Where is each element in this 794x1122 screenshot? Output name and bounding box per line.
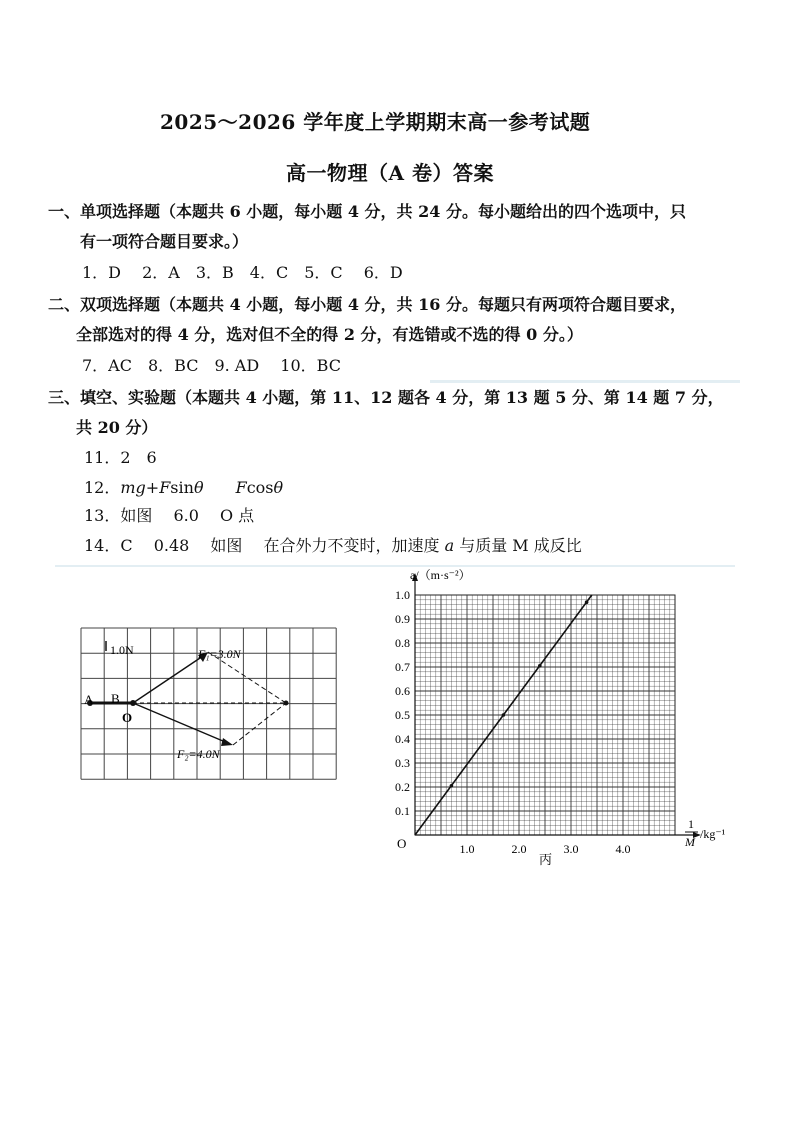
section-1-heading: 一、单项选择题（本题共 6 小题，每小题 4 分，共 24 分。每小题给出的四个选项中，只 [48, 202, 686, 221]
y-tick-label: 0.9 [395, 612, 410, 626]
dashed-side-2 [233, 703, 286, 745]
chart-caption: 丙 [539, 852, 553, 867]
F2-arrow [133, 703, 230, 744]
label-A: A [84, 692, 94, 707]
data-point [538, 664, 542, 668]
y-tick-label: 0.3 [395, 756, 410, 770]
origin-label: O [397, 836, 407, 851]
section-2-heading: 二、双项选择题（本题共 4 小题，每小题 4 分，共 16 分。每题只有两项符合题目要求， [48, 295, 686, 314]
label-O: O [122, 710, 133, 725]
x-tick-label: 4.0 [615, 842, 631, 856]
section-1-answers: 1．D 2．A 3．B 4．C 5．C 6．D [82, 263, 403, 282]
y-tick-label: 1.0 [395, 588, 410, 602]
x-axis-label-den: M [685, 835, 695, 849]
section-3-heading-cont: 共 20 分） [76, 418, 158, 437]
point-resultant [284, 701, 289, 706]
acceleration-chart [370, 565, 730, 875]
x-axis-label-num: 1 [688, 817, 694, 831]
data-point [502, 713, 506, 717]
F2-label: F₂=4.0N [177, 747, 220, 761]
F2-arrowhead [221, 738, 233, 746]
section-3-heading: 三、填空、实验题（本题共 4 小题，第 11、12 题各 4 分，第 13 题 5 分、第 14 题 7 分， [48, 388, 724, 407]
answer-q11: 11．2 6 [84, 448, 157, 467]
y-axis-label: a/（m·s⁻²） [410, 568, 471, 582]
y-tick-label: 0.7 [395, 660, 410, 674]
y-tick-label: 0.6 [395, 684, 410, 698]
F1-label: F₁=3.0N [198, 647, 241, 661]
chart-grid [415, 595, 675, 835]
answer-subtitle: 高一物理（A 卷）答案 [286, 161, 494, 185]
answer-q12: 12．mg+Fsinθ Fcosθ [84, 478, 284, 497]
x-tick-label: 2.0 [511, 842, 527, 856]
x-tick-label: 3.0 [563, 842, 579, 856]
section-1-heading-cont: 有一项符合题目要求。） [80, 232, 249, 251]
exam-title: 2025～2026 学年度上学期期末高一参考试题 [160, 110, 591, 134]
y-tick-label: 0.5 [395, 708, 410, 722]
data-point [585, 600, 589, 604]
x-tick-label: 1.0 [459, 842, 475, 856]
section-2-heading-cont: 全部选对的得 4 分，选对但不全的得 2 分，有选错或不选的得 0 分。） [76, 325, 583, 344]
section-2-answers: 7．AC 8．BC 9. AD 10．BC [82, 356, 341, 375]
x-axis-label-unit: /kg⁻¹ [700, 827, 726, 841]
label-B: B [111, 691, 120, 706]
y-tick-label: 0.4 [395, 732, 410, 746]
data-point [450, 784, 454, 788]
scale-label: 1.0N [110, 643, 134, 657]
answer-q13: 13．如图 6.0 O 点 [84, 506, 255, 525]
scan-streak [430, 380, 740, 383]
force-diagram [78, 625, 346, 783]
y-tick-label: 0.8 [395, 636, 410, 650]
y-tick-label: 0.2 [395, 780, 410, 794]
y-tick-label: 0.1 [395, 804, 410, 818]
answer-q14: 14．C 0.48 如图 在合外力不变时，加速度 a 与质量 M 成反比 [84, 536, 582, 555]
y-tick-labels [395, 588, 410, 818]
